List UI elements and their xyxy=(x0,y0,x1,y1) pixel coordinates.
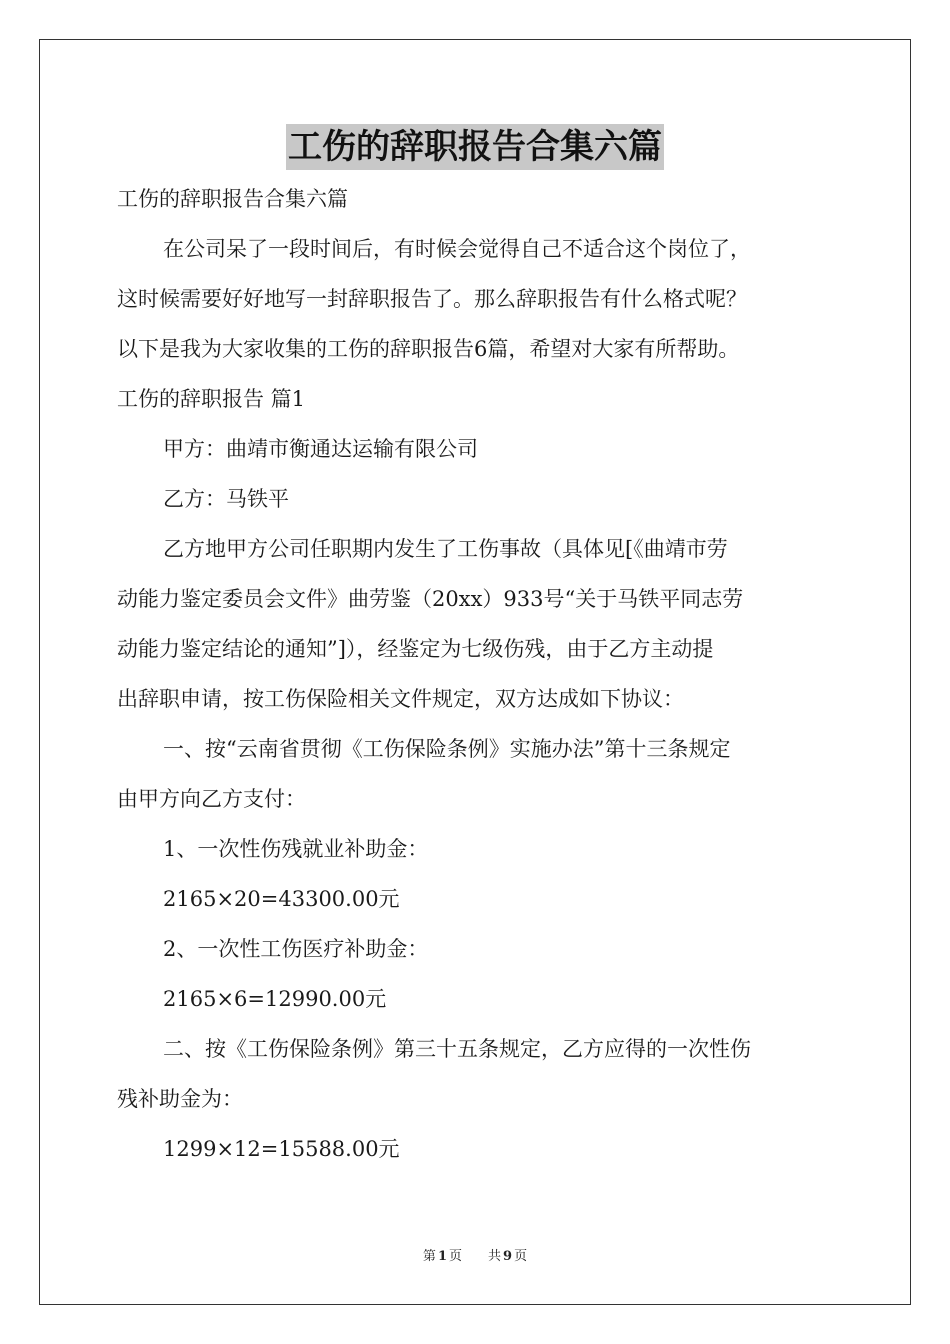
formula-line: 2165×6=12990.00元 xyxy=(163,987,387,1011)
party-b-line: 乙方：马铁平 xyxy=(163,487,289,511)
title-wrapper xyxy=(0,124,950,170)
body-line: 动能力鉴定委员会文件》曲劳鉴（20xx）933号“关于马铁平同志劳 xyxy=(117,587,744,611)
section-heading: 工伤的辞职报告 篇1 xyxy=(117,387,306,411)
body-line: 乙方地甲方公司任职期内发生了工伤事故（具体见[《曲靖市劳 xyxy=(163,537,728,561)
body-line: 动能力鉴定结论的通知”]），经鉴定为七级伤残，由于乙方主动提 xyxy=(117,637,714,661)
page-footer xyxy=(0,1248,950,1266)
current-page-number: 1 xyxy=(437,1249,447,1264)
total-suffix: 页 xyxy=(514,1249,528,1264)
total-page-count: 9 xyxy=(503,1249,513,1264)
page-suffix: 页 xyxy=(448,1249,462,1264)
formula-line: 2165×20=43300.00元 xyxy=(163,887,400,911)
document-title: 工伤的辞职报告合集六篇 xyxy=(286,124,664,170)
body-line: 这时候需要好好地写一封辞职报告了。那么辞职报告有什么格式呢？ xyxy=(117,287,747,311)
formula-line: 1299×12=15588.00元 xyxy=(163,1137,400,1161)
total-prefix: 共 xyxy=(488,1249,502,1264)
body-line: 工伤的辞职报告合集六篇 xyxy=(117,187,348,211)
clause-line: 二、按《工伤保险条例》第三十五条规定，乙方应得的一次性伤 xyxy=(163,1037,751,1061)
list-item: 1、一次性伤残就业补助金： xyxy=(163,837,429,861)
body-line: 出辞职申请，按工伤保险相关文件规定，双方达成如下协议： xyxy=(117,687,684,711)
body-line: 以下是我为大家收集的工伤的辞职报告6篇，希望对大家有所帮助。 xyxy=(117,337,740,361)
list-item: 2、一次性工伤医疗补助金： xyxy=(163,937,429,961)
page-prefix: 第 xyxy=(422,1249,436,1264)
party-a-line: 甲方：曲靖市衡通达运输有限公司 xyxy=(163,437,478,461)
clause-line: 一、按“云南省贯彻《工伤保险条例》实施办法”第十三条规定 xyxy=(163,737,731,761)
page-total-group xyxy=(486,1249,529,1264)
body-line: 在公司呆了一段时间后，有时候会觉得自己不适合这个岗位了， xyxy=(163,237,751,261)
body-line: 由甲方向乙方支付： xyxy=(117,787,306,811)
body-line: 残补助金为： xyxy=(117,1087,243,1111)
page-number-group xyxy=(421,1249,464,1264)
document-body xyxy=(117,174,837,1174)
